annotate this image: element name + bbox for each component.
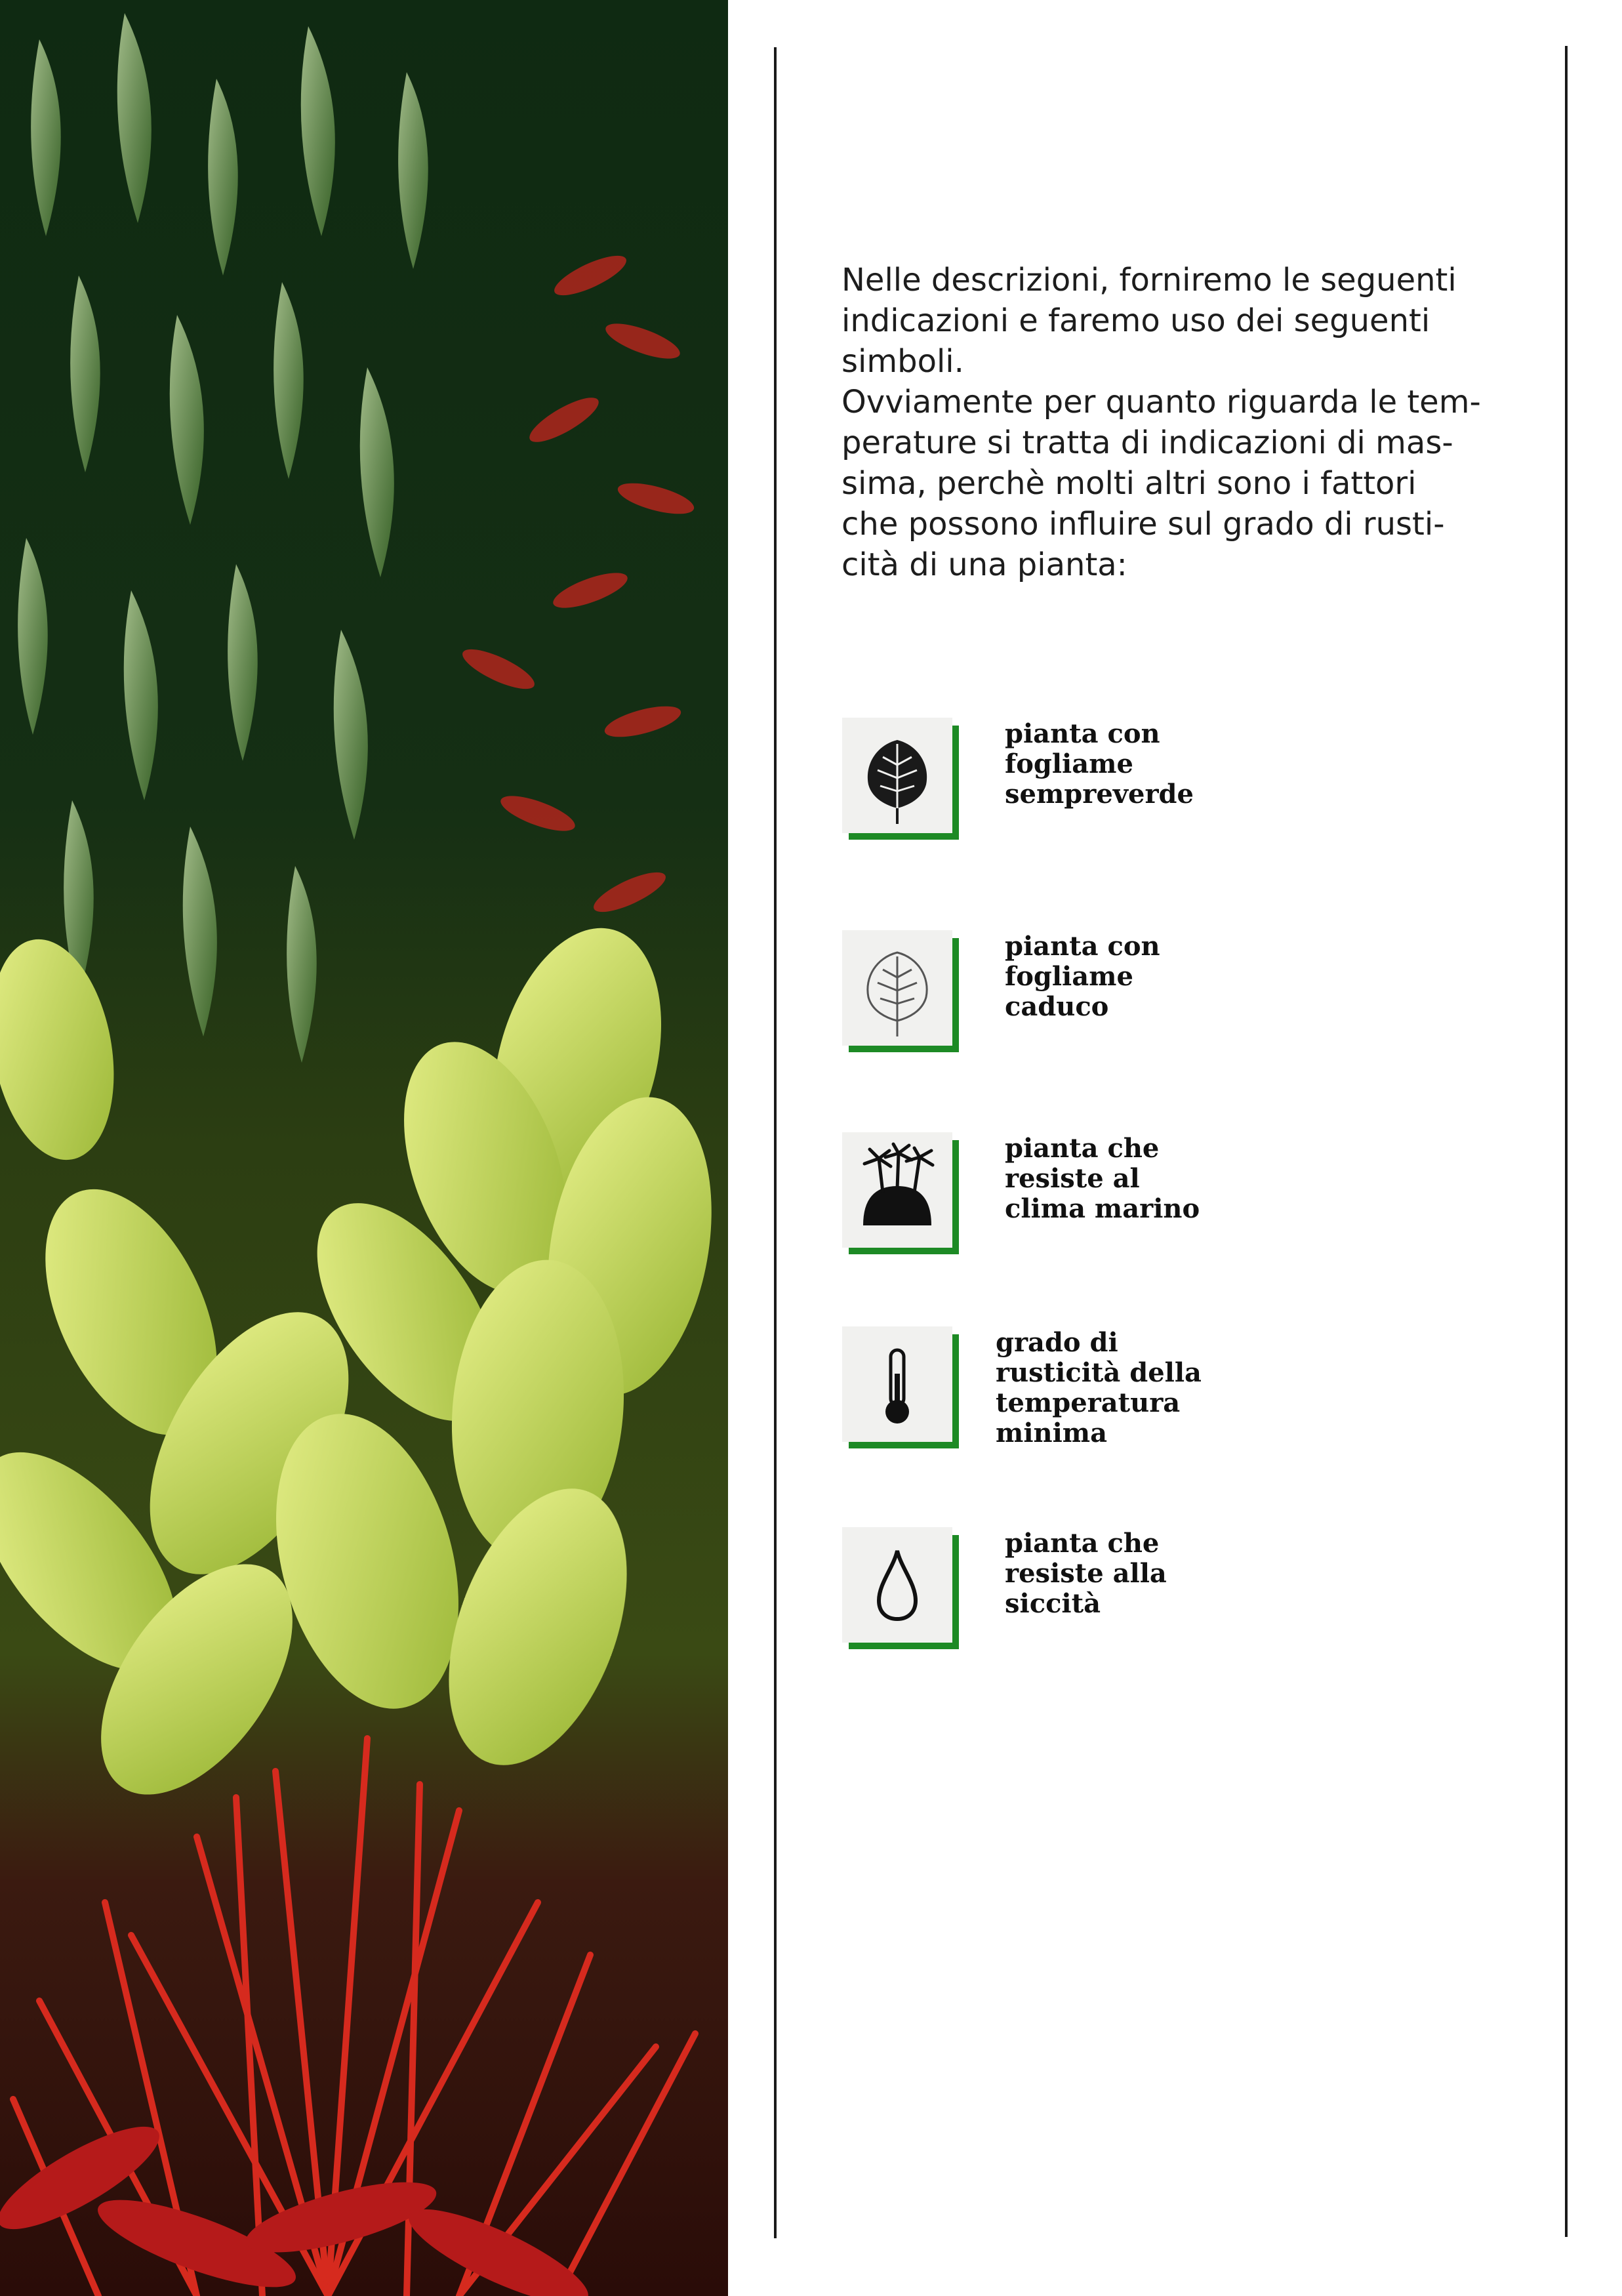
thermometer-badge [842,1326,958,1448]
legend-label-sea-climate: pianta che resiste al clima marino [1005,1133,1200,1224]
legend-item-deciduous [842,930,1498,1061]
water-drop-badge [842,1527,958,1649]
legend-item-drought [842,1527,1498,1658]
deciduous-badge [842,930,958,1052]
legend-item-sea-climate [842,1132,1498,1263]
legend-item-temperature [842,1326,1498,1458]
legend-label-temperature: grado di rusticità della temperatura minima [996,1327,1202,1448]
legend-label-evergreen: pianta con fogliame sempreverde [1005,718,1194,810]
right-vertical-rule [1565,46,1568,2237]
intro-paragraph: Nelle descrizioni, forniremo le seguenti indicazioni e faremo uso dei seguenti simboli. Ovviamente per quanto riguarda le tem- perature si tratta di indicazioni di mas- sima, perchè molti altri sono i fattori che possono influire sul grado di rusti- cità di una pianta: [841,262,1481,583]
foliage-photo [0,0,728,2296]
evergreen-leaf-icon [850,726,944,825]
legend-label-drought: pianta che resiste alla siccità [1005,1528,1167,1619]
left-vertical-rule [774,47,777,2238]
evergreen-badge [842,718,958,840]
deciduous-leaf-icon [850,938,944,1038]
sea-climate-plant-icon [850,1140,944,1240]
legend-item-evergreen [842,718,1498,849]
water-drop-icon [850,1535,944,1635]
legend-label-deciduous: pianta con fogliame caduco [1005,931,1160,1022]
sea-climate-badge [842,1132,958,1254]
thermometer-icon [850,1334,944,1434]
